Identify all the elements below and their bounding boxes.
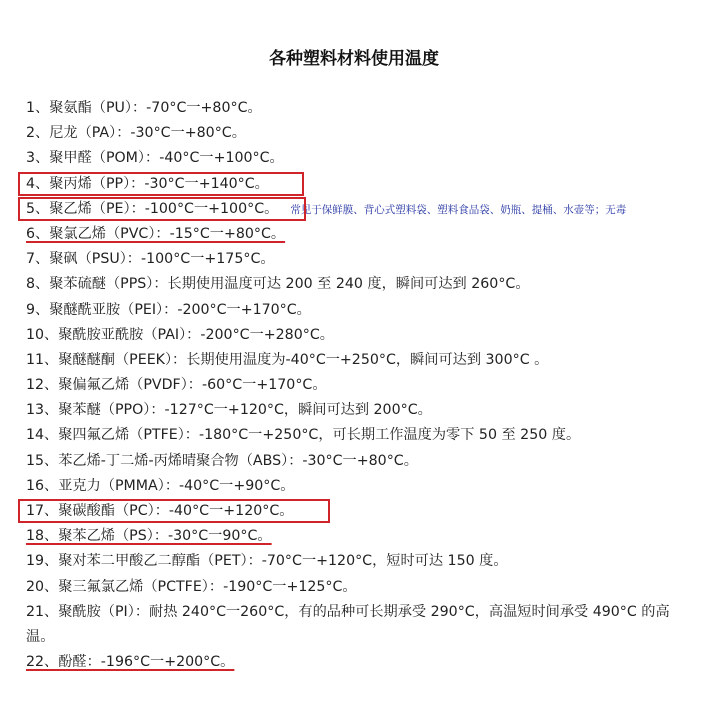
highlight-box-pc [18,499,330,523]
list-item: 16、亚克力（PMMA）：-40°C一+90°C。 [26,477,295,494]
list-item: 13、聚苯醚（PPO）：-127°C一+120°C，瞬间可达到 200°C。 [26,402,432,419]
highlight-box-pp [18,172,304,196]
list-item: 7、聚砜（PSU）：-100°C一+175°C。 [26,251,275,268]
list-item-underlined: 18、聚苯乙烯（PS）：-30°C一90°C。 [26,528,272,545]
list-item-highlighted: 5、聚乙烯（PE）：-100°C一+100°C。 常见于保鲜膜、背心式塑料袋、塑料食品袋、奶瓶、提桶、水壶等；无毒 [26,200,627,217]
list-item: 10、聚酰胺亚酰胺（PAI）：-200°C一+280°C。 [26,326,334,343]
list-item: 11、聚醚醚酮（PEEK）：长期使用温度为-40°C一+250°C，瞬间可达到 300°C 。 [26,351,549,368]
list-item: 3、聚甲醛（POM）：-40°C一+100°C。 [26,150,284,167]
list-item: 19、聚对苯二甲酸乙二醇酯（PET）：-70°C一+120°C，短时可达 150 度。 [26,553,508,570]
list-item-highlighted: 17、聚碳酸酯（PC）：-40°C一+120°C。 [26,503,294,519]
list-item-underlined: 6、聚氯乙烯（PVC）：-15°C一+80°C。 [26,225,286,242]
list-item-underlined: 22、酚醛：-196°C一+200°C。 [26,654,235,671]
list-item: 2、尼龙（PA）：-30°C一+80°C。 [26,125,246,142]
list-item-highlighted: 4、聚丙烯（PP）：-30°C一+140°C。 [26,175,269,192]
list-item: 20、聚三氟氯乙烯（PCTFE）：-190°C一+125°C。 [26,578,357,595]
list-item: 8、聚苯硫醚（PPS）：长期使用温度可达 200 至 240 度，瞬间可达到 260°C。 [26,276,530,293]
list-item: 14、聚四氟乙烯（PTFE）：-180°C一+250°C，可长期工作温度为零下 50 至 250 度。 [26,427,581,444]
list-item: 15、苯乙烯-丁二烯-丙烯晴聚合物（ABS）：-30°C一+80°C。 [26,452,418,469]
list-item: 12、聚偏氟乙烯（PVDF）：-60°C一+170°C。 [26,377,327,394]
highlight-box-pe [18,197,306,221]
list-item: 1、聚氨酯（PU）：-70°C一+80°C。 [26,100,262,116]
page-title: 各种塑料材料使用温度 [269,49,439,69]
list-item: 21、聚酰胺（PI）：耐热 240°C一260°C，有的品种可长期承受 290°C，高温短时间承受 490°C 的高温。 [26,603,670,645]
list-item: 9、聚醚酰亚胺（PEI）：-200°C一+170°C。 [26,301,311,318]
pe-usage-note: 常见于保鲜膜、背心式塑料袋、塑料食品袋、奶瓶、提桶、水壶等；无毒 [290,203,627,216]
